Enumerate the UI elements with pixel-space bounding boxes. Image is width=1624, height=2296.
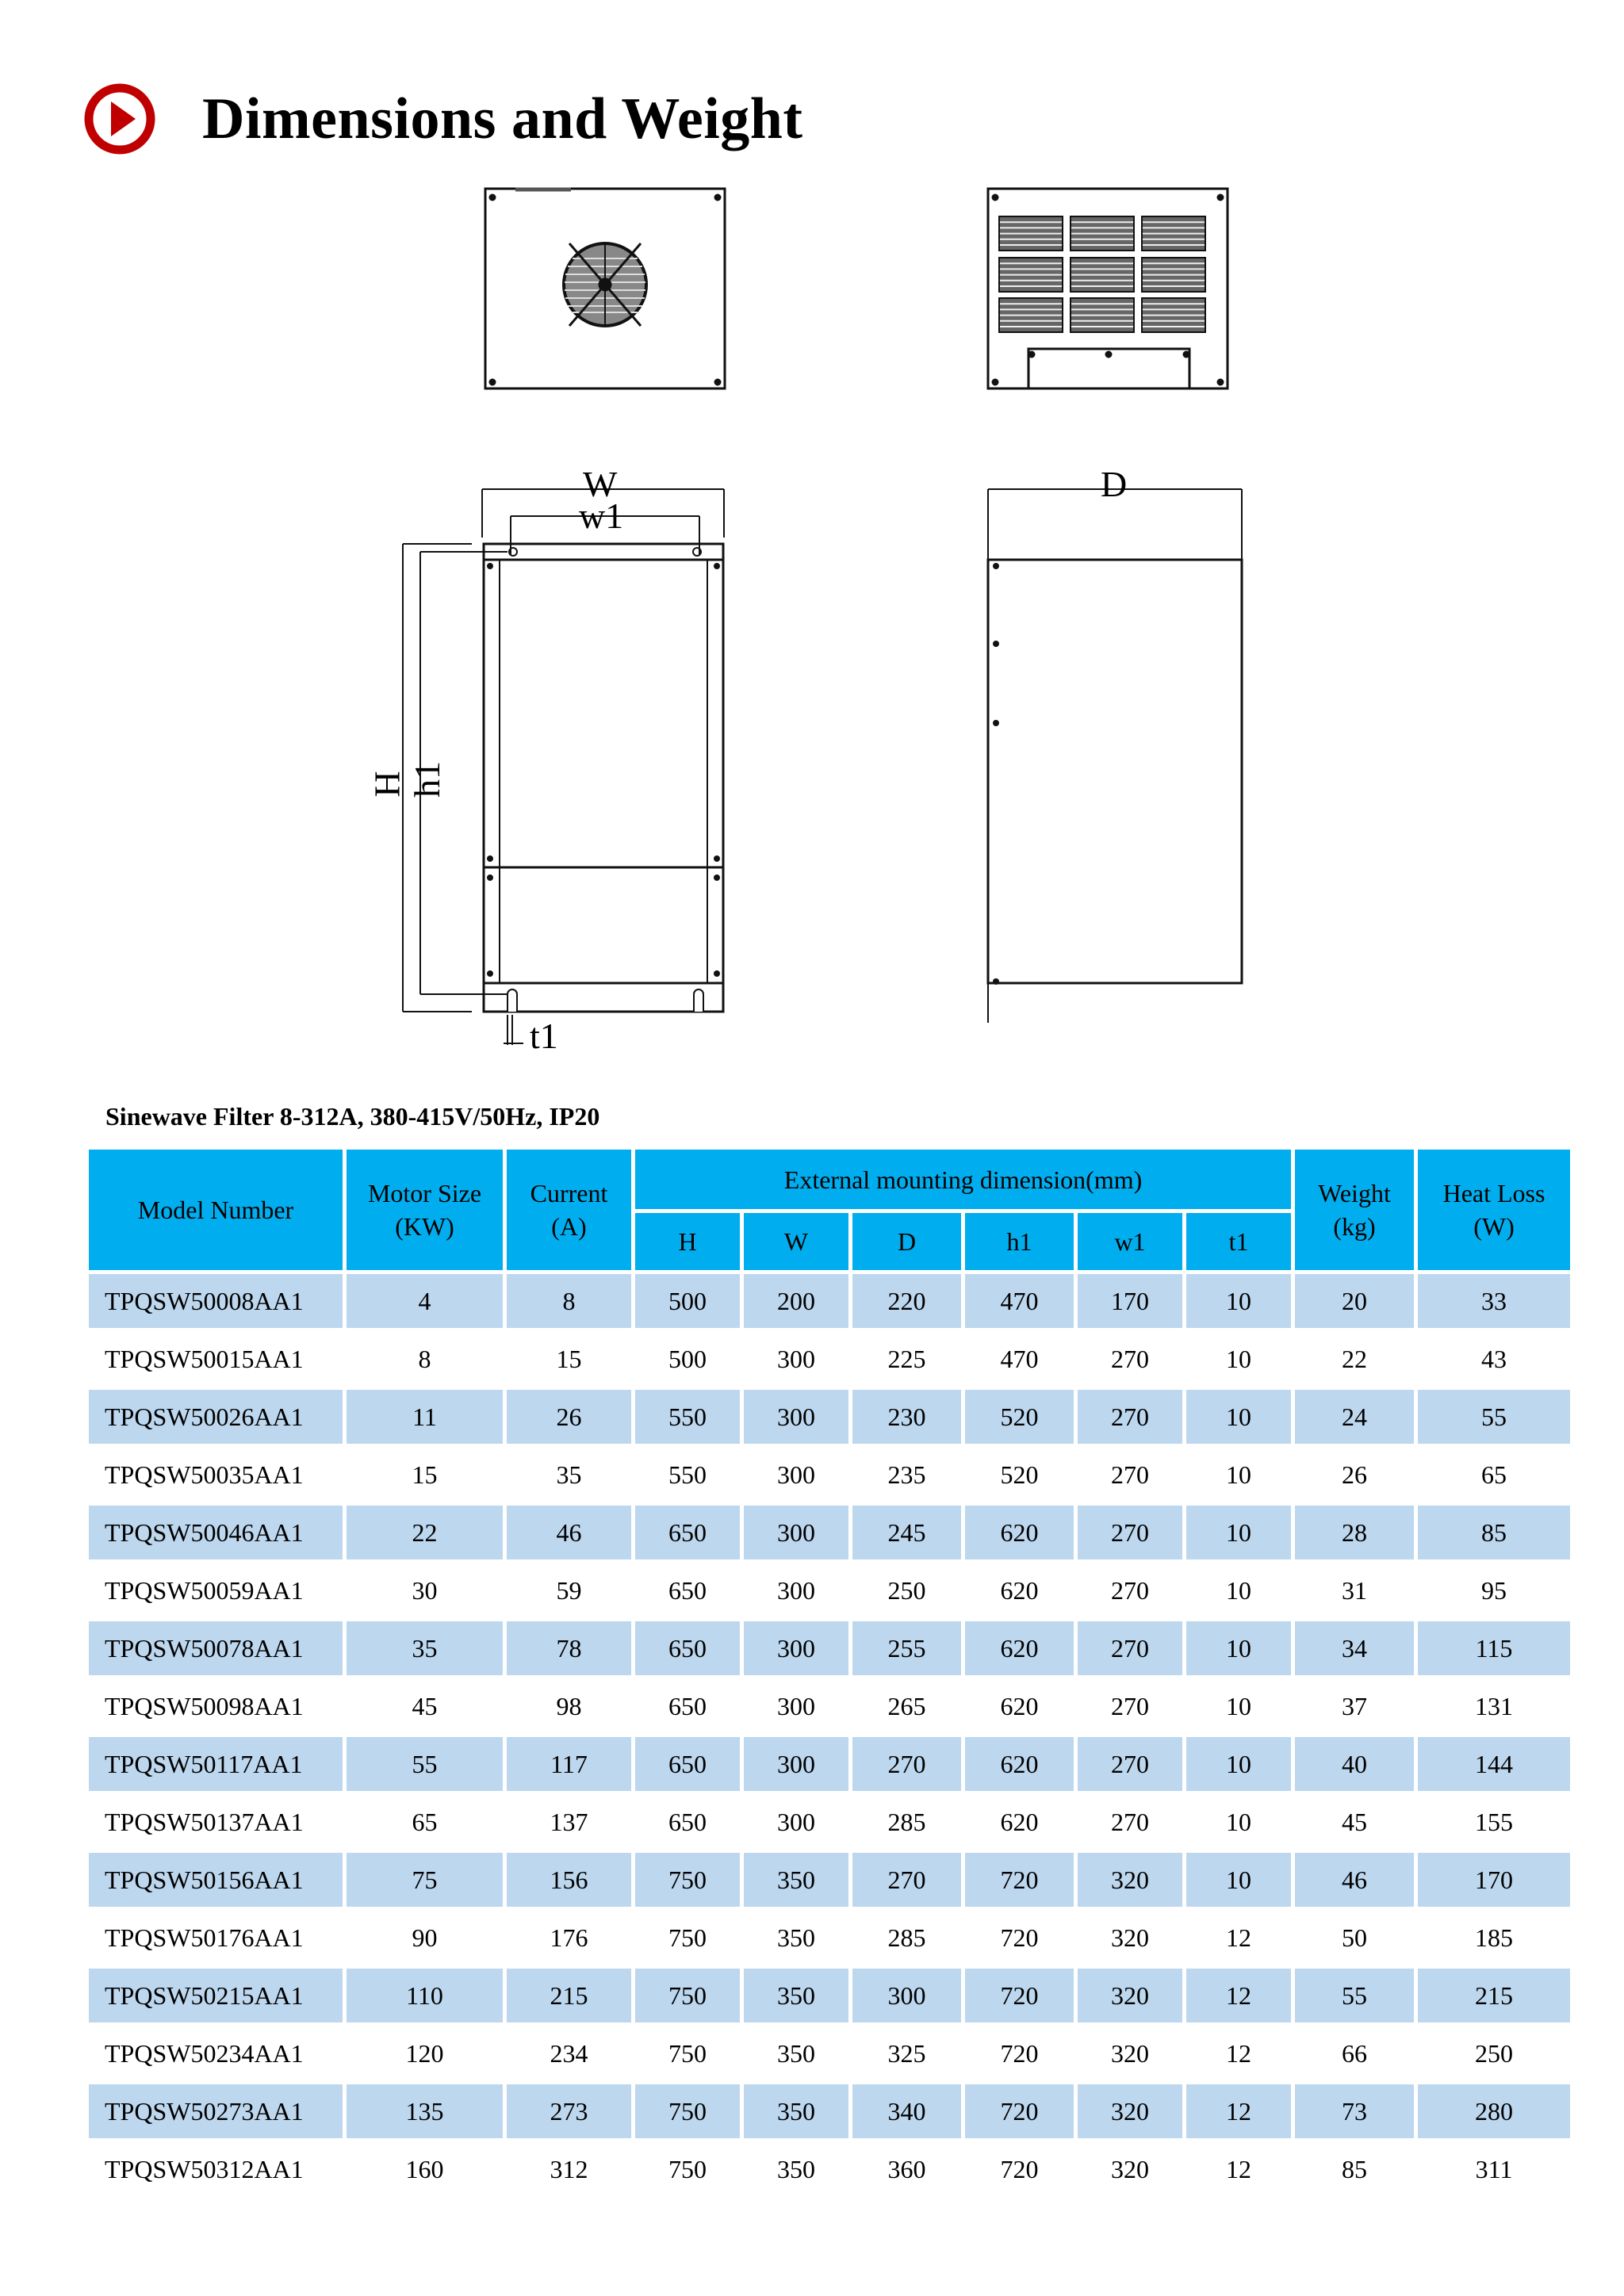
cell-dim-W: 300 bbox=[744, 1332, 848, 1386]
cell-dim-H: 650 bbox=[635, 1737, 740, 1791]
cell-dim-t1: 10 bbox=[1186, 1737, 1291, 1791]
cell-dim-t1: 10 bbox=[1186, 1506, 1291, 1559]
cell-dim-H: 750 bbox=[635, 1969, 740, 2022]
cell-weight: 34 bbox=[1295, 1621, 1414, 1675]
cell-current: 273 bbox=[507, 2084, 631, 2138]
header-mounting-dimension: External mounting dimension(mm) bbox=[635, 1150, 1291, 1209]
cell-heat-loss: 131 bbox=[1418, 1679, 1570, 1733]
cell-dim-D: 360 bbox=[852, 2142, 961, 2196]
cell-dim-D: 340 bbox=[852, 2084, 961, 2138]
cell-weight: 55 bbox=[1295, 1969, 1414, 2022]
cell-dim-H: 650 bbox=[635, 1795, 740, 1849]
cell-dim-h1: 470 bbox=[965, 1274, 1074, 1328]
cell-dim-w1: 270 bbox=[1078, 1563, 1182, 1617]
cell-motor-size: 75 bbox=[347, 1853, 503, 1907]
table-row bbox=[89, 1795, 1570, 1849]
cell-dim-W: 300 bbox=[744, 1679, 848, 1733]
spec-table bbox=[85, 1146, 1574, 2200]
table-row bbox=[89, 1853, 1570, 1907]
cell-motor-size: 110 bbox=[347, 1969, 503, 2022]
cell-dim-w1: 170 bbox=[1078, 1274, 1182, 1328]
cell-dim-W: 200 bbox=[744, 1274, 848, 1328]
cell-weight: 45 bbox=[1295, 1795, 1414, 1849]
cell-dim-w1: 320 bbox=[1078, 2026, 1182, 2080]
vent-grille-icon bbox=[999, 216, 1205, 332]
cell-dim-W: 350 bbox=[744, 1969, 848, 2022]
cell-dim-w1: 270 bbox=[1078, 1679, 1182, 1733]
cell-dim-H: 750 bbox=[635, 1911, 740, 1965]
front-view bbox=[403, 489, 724, 1045]
drawing-canvas bbox=[0, 0, 1624, 1078]
cell-dim-w1: 320 bbox=[1078, 1853, 1182, 1907]
cell-dim-w1: 320 bbox=[1078, 1911, 1182, 1965]
cell-heat-loss: 115 bbox=[1418, 1621, 1570, 1675]
cell-dim-W: 300 bbox=[744, 1448, 848, 1502]
cell-current: 156 bbox=[507, 1853, 631, 1907]
cell-heat-loss: 55 bbox=[1418, 1390, 1570, 1444]
cell-model-number: TPQSW50156AA1 bbox=[89, 1853, 343, 1907]
table-body bbox=[89, 1274, 1570, 2196]
cell-dim-H: 550 bbox=[635, 1448, 740, 1502]
cell-dim-t1: 10 bbox=[1186, 1795, 1291, 1849]
cell-dim-D: 270 bbox=[852, 1853, 961, 1907]
section-heading bbox=[83, 79, 803, 159]
cell-weight: 46 bbox=[1295, 1853, 1414, 1907]
cell-dim-D: 250 bbox=[852, 1563, 961, 1617]
table-row bbox=[89, 1274, 1570, 1328]
cell-dim-H: 750 bbox=[635, 1853, 740, 1907]
dimension-label-w1: w1 bbox=[579, 496, 624, 536]
cell-dim-h1: 620 bbox=[965, 1621, 1074, 1675]
cell-model-number: TPQSW50137AA1 bbox=[89, 1795, 343, 1849]
cell-dim-W: 350 bbox=[744, 1853, 848, 1907]
cell-dim-w1: 270 bbox=[1078, 1332, 1182, 1386]
cell-dim-h1: 520 bbox=[965, 1390, 1074, 1444]
page-title: Dimensions and Weight bbox=[202, 86, 803, 151]
cell-model-number: TPQSW50273AA1 bbox=[89, 2084, 343, 2138]
cell-dim-D: 220 bbox=[852, 1274, 961, 1328]
table-row bbox=[89, 1621, 1570, 1675]
cell-dim-t1: 12 bbox=[1186, 2026, 1291, 2080]
cell-dim-D: 325 bbox=[852, 2026, 961, 2080]
cell-motor-size: 30 bbox=[347, 1563, 503, 1617]
cell-current: 215 bbox=[507, 1969, 631, 2022]
cell-dim-D: 285 bbox=[852, 1911, 961, 1965]
cell-dim-D: 230 bbox=[852, 1390, 961, 1444]
cell-dim-D: 265 bbox=[852, 1679, 961, 1733]
header-dim-w1: w1 bbox=[1078, 1213, 1182, 1270]
table-row bbox=[89, 1390, 1570, 1444]
cell-motor-size: 22 bbox=[347, 1506, 503, 1559]
cell-motor-size: 90 bbox=[347, 1911, 503, 1965]
cell-weight: 20 bbox=[1295, 1274, 1414, 1328]
cell-model-number: TPQSW50215AA1 bbox=[89, 1969, 343, 2022]
cell-model-number: TPQSW50008AA1 bbox=[89, 1274, 343, 1328]
cell-dim-h1: 470 bbox=[965, 1332, 1074, 1386]
cell-model-number: TPQSW50234AA1 bbox=[89, 2026, 343, 2080]
cell-current: 78 bbox=[507, 1621, 631, 1675]
cell-dim-h1: 620 bbox=[965, 1679, 1074, 1733]
vent-top-view bbox=[988, 189, 1228, 388]
cell-dim-W: 350 bbox=[744, 2026, 848, 2080]
cell-model-number: TPQSW50026AA1 bbox=[89, 1390, 343, 1444]
fan-icon bbox=[564, 243, 646, 327]
cell-dim-H: 650 bbox=[635, 1679, 740, 1733]
cell-dim-h1: 720 bbox=[965, 2142, 1074, 2196]
cell-dim-t1: 10 bbox=[1186, 1853, 1291, 1907]
cell-dim-h1: 720 bbox=[965, 1853, 1074, 1907]
table-row bbox=[89, 1332, 1570, 1386]
cell-dim-W: 350 bbox=[744, 2142, 848, 2196]
cell-dim-W: 350 bbox=[744, 2084, 848, 2138]
cell-dim-w1: 270 bbox=[1078, 1737, 1182, 1791]
cell-dim-h1: 520 bbox=[965, 1448, 1074, 1502]
cell-dim-h1: 720 bbox=[965, 1911, 1074, 1965]
cell-dim-w1: 270 bbox=[1078, 1795, 1182, 1849]
cell-dim-h1: 620 bbox=[965, 1563, 1074, 1617]
cell-dim-t1: 10 bbox=[1186, 1679, 1291, 1733]
cell-weight: 28 bbox=[1295, 1506, 1414, 1559]
cell-current: 176 bbox=[507, 1911, 631, 1965]
cell-model-number: TPQSW50035AA1 bbox=[89, 1448, 343, 1502]
cell-dim-w1: 320 bbox=[1078, 2142, 1182, 2196]
fan-top-view bbox=[485, 189, 725, 388]
table-row bbox=[89, 2142, 1570, 2196]
table-row bbox=[89, 2026, 1570, 2080]
cell-dim-H: 650 bbox=[635, 1506, 740, 1559]
cell-motor-size: 135 bbox=[347, 2084, 503, 2138]
cell-dim-t1: 10 bbox=[1186, 1390, 1291, 1444]
side-view bbox=[988, 489, 1242, 1023]
cell-dim-H: 500 bbox=[635, 1332, 740, 1386]
cell-dim-t1: 10 bbox=[1186, 1332, 1291, 1386]
cell-heat-loss: 250 bbox=[1418, 2026, 1570, 2080]
cell-weight: 22 bbox=[1295, 1332, 1414, 1386]
cell-dim-t1: 12 bbox=[1186, 1969, 1291, 2022]
cell-current: 117 bbox=[507, 1737, 631, 1791]
cell-dim-W: 300 bbox=[744, 1563, 848, 1617]
cell-current: 98 bbox=[507, 1679, 631, 1733]
cell-dim-H: 650 bbox=[635, 1621, 740, 1675]
cell-dim-W: 300 bbox=[744, 1737, 848, 1791]
cell-dim-h1: 720 bbox=[965, 2026, 1074, 2080]
cell-dim-D: 300 bbox=[852, 1969, 961, 2022]
table-caption: Sinewave Filter 8-312A, 380-415V/50Hz, IP20 bbox=[105, 1102, 600, 1131]
dimension-drawings bbox=[0, 0, 1624, 1078]
cell-motor-size: 35 bbox=[347, 1621, 503, 1675]
table-row bbox=[89, 1969, 1570, 2022]
cell-weight: 24 bbox=[1295, 1390, 1414, 1444]
cell-dim-h1: 720 bbox=[965, 2084, 1074, 2138]
cell-dim-w1: 320 bbox=[1078, 1969, 1182, 2022]
cell-heat-loss: 311 bbox=[1418, 2142, 1570, 2196]
cell-dim-t1: 10 bbox=[1186, 1621, 1291, 1675]
cell-dim-t1: 12 bbox=[1186, 2142, 1291, 2196]
dimension-label-h1: h1 bbox=[407, 761, 447, 798]
cell-dim-h1: 620 bbox=[965, 1795, 1074, 1849]
cell-dim-t1: 10 bbox=[1186, 1563, 1291, 1617]
cell-dim-H: 500 bbox=[635, 1274, 740, 1328]
cell-heat-loss: 33 bbox=[1418, 1274, 1570, 1328]
cell-dim-H: 750 bbox=[635, 2142, 740, 2196]
cell-dim-H: 550 bbox=[635, 1390, 740, 1444]
cell-dim-D: 245 bbox=[852, 1506, 961, 1559]
table-row bbox=[89, 1911, 1570, 1965]
dimension-label-H: H bbox=[366, 771, 408, 798]
cell-current: 137 bbox=[507, 1795, 631, 1849]
table-row bbox=[89, 1506, 1570, 1559]
cell-current: 26 bbox=[507, 1390, 631, 1444]
cell-dim-w1: 270 bbox=[1078, 1621, 1182, 1675]
cell-motor-size: 65 bbox=[347, 1795, 503, 1849]
header-dim-t1: t1 bbox=[1186, 1213, 1291, 1270]
cell-weight: 31 bbox=[1295, 1563, 1414, 1617]
cell-dim-h1: 620 bbox=[965, 1737, 1074, 1791]
cell-heat-loss: 43 bbox=[1418, 1332, 1570, 1386]
cell-current: 8 bbox=[507, 1274, 631, 1328]
cell-dim-t1: 10 bbox=[1186, 1448, 1291, 1502]
cell-heat-loss: 65 bbox=[1418, 1448, 1570, 1502]
header-row bbox=[89, 1150, 1570, 1209]
cell-weight: 50 bbox=[1295, 1911, 1414, 1965]
cell-model-number: TPQSW50059AA1 bbox=[89, 1563, 343, 1617]
cell-motor-size: 45 bbox=[347, 1679, 503, 1733]
cell-heat-loss: 85 bbox=[1418, 1506, 1570, 1559]
table-row bbox=[89, 1737, 1570, 1791]
table-row bbox=[89, 1448, 1570, 1502]
header-heat-loss: Heat Loss (W) bbox=[1418, 1150, 1570, 1270]
cell-heat-loss: 95 bbox=[1418, 1563, 1570, 1617]
cell-heat-loss: 170 bbox=[1418, 1853, 1570, 1907]
cell-motor-size: 120 bbox=[347, 2026, 503, 2080]
cell-motor-size: 4 bbox=[347, 1274, 503, 1328]
cell-dim-H: 750 bbox=[635, 2084, 740, 2138]
cell-dim-w1: 270 bbox=[1078, 1448, 1182, 1502]
dimension-label-W: W bbox=[583, 464, 618, 504]
dimension-label-D: D bbox=[1101, 464, 1128, 504]
cell-weight: 73 bbox=[1295, 2084, 1414, 2138]
cell-model-number: TPQSW50117AA1 bbox=[89, 1737, 343, 1791]
cell-dim-D: 270 bbox=[852, 1737, 961, 1791]
cell-dim-W: 300 bbox=[744, 1506, 848, 1559]
header-weight: Weight (kg) bbox=[1295, 1150, 1414, 1270]
cell-current: 35 bbox=[507, 1448, 631, 1502]
header-dim-H: H bbox=[635, 1213, 740, 1270]
cell-dim-w1: 270 bbox=[1078, 1390, 1182, 1444]
header-motor-size: Motor Size (KW) bbox=[347, 1150, 503, 1270]
table-row bbox=[89, 2084, 1570, 2138]
cell-dim-h1: 620 bbox=[965, 1506, 1074, 1559]
cell-dim-H: 650 bbox=[635, 1563, 740, 1617]
cell-dim-W: 350 bbox=[744, 1911, 848, 1965]
cell-motor-size: 11 bbox=[347, 1390, 503, 1444]
play-circle-icon bbox=[83, 82, 156, 155]
header-dim-D: D bbox=[852, 1213, 961, 1270]
header-dim-W: W bbox=[744, 1213, 848, 1270]
cell-heat-loss: 185 bbox=[1418, 1911, 1570, 1965]
cell-weight: 37 bbox=[1295, 1679, 1414, 1733]
table-row bbox=[89, 1563, 1570, 1617]
cell-dim-D: 235 bbox=[852, 1448, 961, 1502]
cell-dim-w1: 320 bbox=[1078, 2084, 1182, 2138]
cell-motor-size: 15 bbox=[347, 1448, 503, 1502]
header-current: Current (A) bbox=[507, 1150, 631, 1270]
cell-motor-size: 8 bbox=[347, 1332, 503, 1386]
cell-dim-D: 255 bbox=[852, 1621, 961, 1675]
cell-dim-W: 300 bbox=[744, 1795, 848, 1849]
cell-dim-w1: 270 bbox=[1078, 1506, 1182, 1559]
cell-weight: 40 bbox=[1295, 1737, 1414, 1791]
cell-heat-loss: 155 bbox=[1418, 1795, 1570, 1849]
cell-heat-loss: 280 bbox=[1418, 2084, 1570, 2138]
cell-current: 15 bbox=[507, 1332, 631, 1386]
cell-dim-D: 285 bbox=[852, 1795, 961, 1849]
cell-weight: 85 bbox=[1295, 2142, 1414, 2196]
table-row bbox=[89, 1679, 1570, 1733]
cell-dim-t1: 10 bbox=[1186, 1274, 1291, 1328]
cell-model-number: TPQSW50015AA1 bbox=[89, 1332, 343, 1386]
cell-dim-W: 300 bbox=[744, 1390, 848, 1444]
cell-model-number: TPQSW50176AA1 bbox=[89, 1911, 343, 1965]
cell-heat-loss: 144 bbox=[1418, 1737, 1570, 1791]
cell-model-number: TPQSW50312AA1 bbox=[89, 2142, 343, 2196]
cell-model-number: TPQSW50046AA1 bbox=[89, 1506, 343, 1559]
cell-current: 234 bbox=[507, 2026, 631, 2080]
cell-current: 59 bbox=[507, 1563, 631, 1617]
cell-weight: 66 bbox=[1295, 2026, 1414, 2080]
cell-model-number: TPQSW50078AA1 bbox=[89, 1621, 343, 1675]
cell-current: 312 bbox=[507, 2142, 631, 2196]
cell-dim-t1: 12 bbox=[1186, 2084, 1291, 2138]
cell-motor-size: 160 bbox=[347, 2142, 503, 2196]
cell-model-number: TPQSW50098AA1 bbox=[89, 1679, 343, 1733]
cell-weight: 26 bbox=[1295, 1448, 1414, 1502]
cell-dim-H: 750 bbox=[635, 2026, 740, 2080]
dimension-label-t1: t1 bbox=[530, 1016, 558, 1056]
header-model-number: Model Number bbox=[89, 1150, 343, 1270]
cell-current: 46 bbox=[507, 1506, 631, 1559]
cell-heat-loss: 215 bbox=[1418, 1969, 1570, 2022]
cell-motor-size: 55 bbox=[347, 1737, 503, 1791]
cell-dim-h1: 720 bbox=[965, 1969, 1074, 2022]
header-dim-h1: h1 bbox=[965, 1213, 1074, 1270]
cell-dim-D: 225 bbox=[852, 1332, 961, 1386]
cell-dim-W: 300 bbox=[744, 1621, 848, 1675]
cell-dim-t1: 12 bbox=[1186, 1911, 1291, 1965]
